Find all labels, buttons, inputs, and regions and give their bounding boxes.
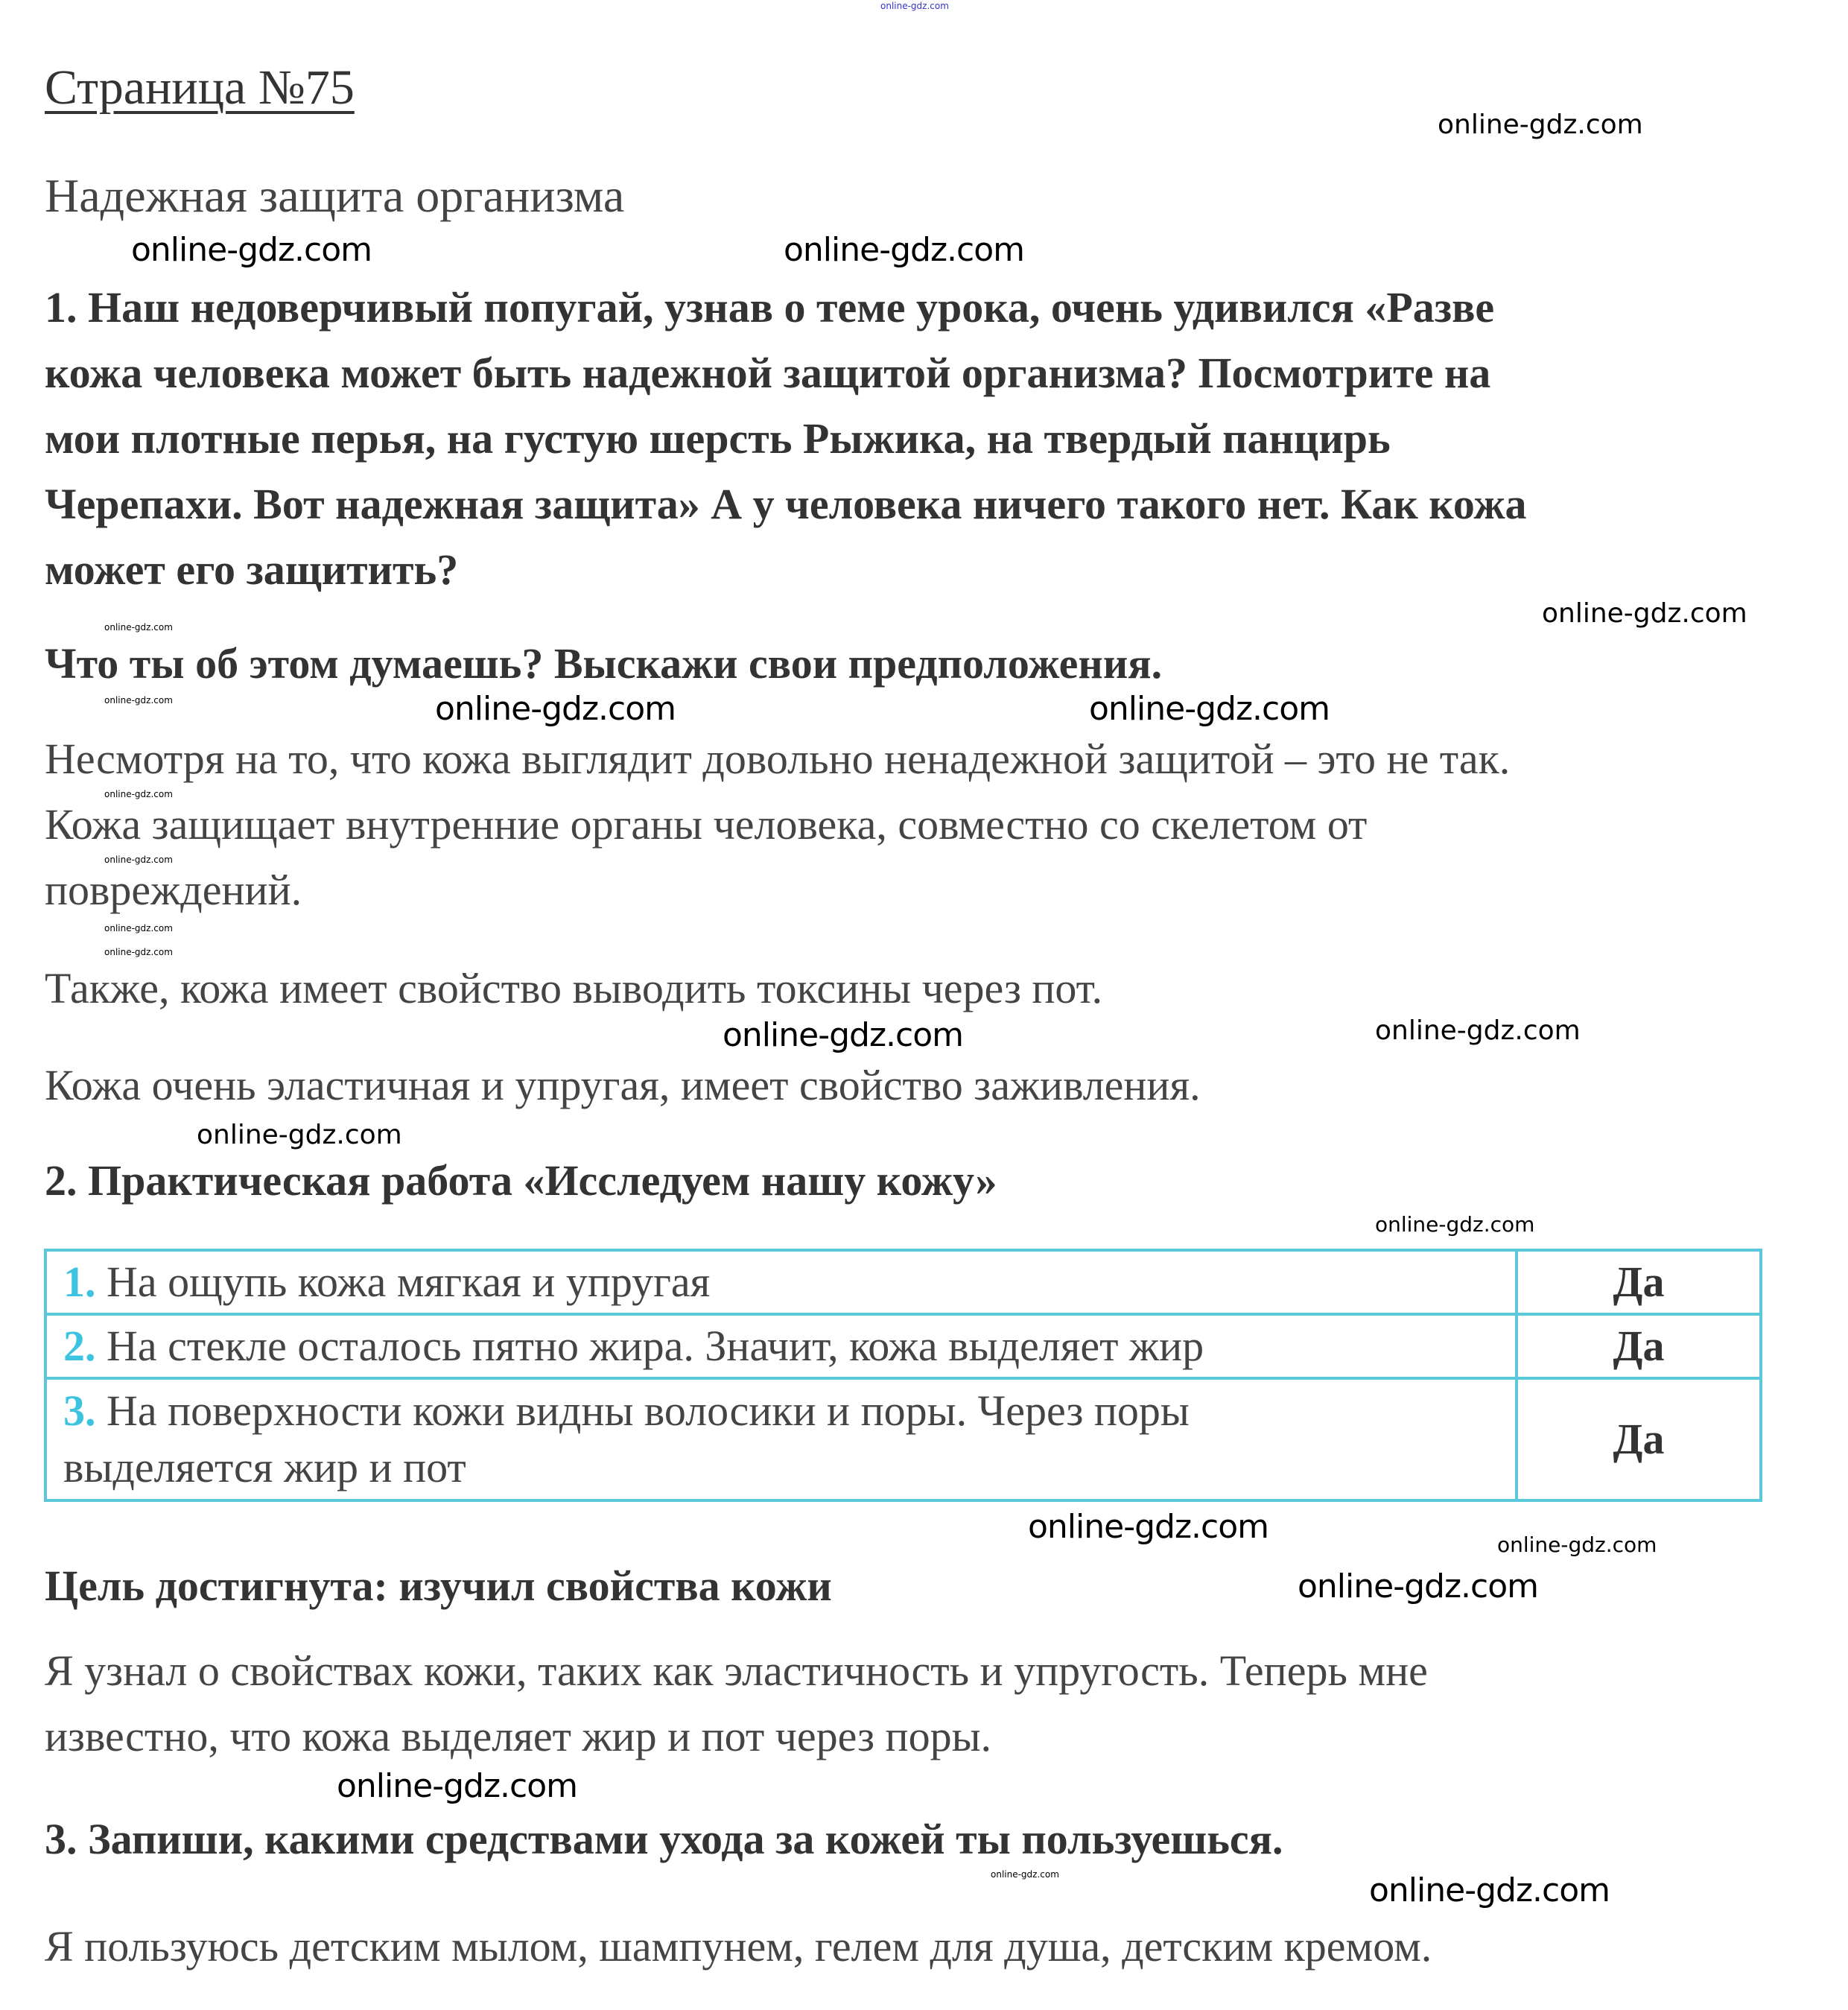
table-cell-statement [45, 1250, 1517, 1314]
row-number: 3. [63, 1386, 96, 1435]
statement-text: На поверхности кожи видны волосики и поры. Через поры [107, 1386, 1190, 1435]
watermark: online-gdz.com [1438, 110, 1643, 140]
table-cell-answer: Да [1517, 1250, 1761, 1314]
watermark: online-gdz.com [1542, 598, 1747, 629]
table-cell-statement [45, 1378, 1517, 1500]
page-title: Страница №75 [45, 60, 355, 115]
watermark: online-gdz.com [435, 690, 676, 728]
watermark: online-gdz.com [104, 855, 173, 865]
statement-text: На стекле осталось пятно жира. Значит, кожа выделяет жир [107, 1321, 1204, 1370]
task1-question-line: мои плотные перья, на густую шерсть Рыжика, на твердый панцирь [45, 414, 1391, 463]
results-table [44, 1249, 1762, 1502]
watermark: online-gdz.com [1369, 1871, 1610, 1909]
watermark: online-gdz.com [337, 1767, 578, 1805]
task1-answer-line: Несмотря на то, что кожа выглядит довольно ненадежной защитой – это не так. [45, 735, 1511, 783]
task1-question-line: Черепахи. Вот надежная защита» А у человека ничего такого нет. Как кожа [45, 480, 1527, 528]
task3-answer: Я пользуюсь детским мылом, шампунем, гелем для душа, детским кремом. [45, 1922, 1432, 1971]
watermark: online-gdz.com [197, 1120, 402, 1150]
conclusion-line: известно, что кожа выделяет жир и пот через поры. [45, 1712, 992, 1760]
page-subtitle: Надежная защита организма [45, 169, 625, 222]
watermark: online-gdz.com [880, 1, 949, 11]
watermark: online-gdz.com [723, 1016, 964, 1054]
watermark: online-gdz.com [104, 622, 173, 633]
watermark: online-gdz.com [131, 231, 372, 269]
watermark: online-gdz.com [1028, 1508, 1269, 1546]
watermark: online-gdz.com [1375, 1212, 1535, 1237]
task1-answer-line: повреждений. [45, 866, 302, 914]
table-cell-answer: Да [1517, 1378, 1761, 1500]
task1-question-line: может его защитить? [45, 545, 459, 594]
task1-answer-line: Кожа защищает внутренние органы человека, совместно со скелетом от [45, 800, 1368, 849]
table-row [45, 1378, 1761, 1500]
task1-question-line: кожа человека может быть надежной защитой организма? Посмотрите на [45, 349, 1491, 397]
task3-heading: 3. Запиши, какими средствами ухода за кожей ты пользуешься. [45, 1815, 1283, 1863]
task1-answer-3: Кожа очень эластичная и упругая, имеет свойство заживления. [45, 1061, 1201, 1109]
goal-statement: Цель достигнута: изучил свойства кожи [45, 1562, 832, 1610]
watermark: online-gdz.com [1298, 1567, 1539, 1605]
watermark: online-gdz.com [1089, 690, 1330, 728]
task1-answer-2: Также, кожа имеет свойство выводить токсины через пот. [45, 964, 1103, 1012]
statement-text: На ощупь кожа мягкая и упругая [107, 1257, 711, 1306]
watermark: online-gdz.com [991, 1869, 1059, 1880]
table-row [45, 1250, 1761, 1314]
row-number: 2. [63, 1321, 96, 1370]
watermark: online-gdz.com [104, 947, 173, 957]
statement-text-cont: выделяется жир и пот [63, 1443, 466, 1491]
task1-question-line: 1. Наш недоверчивый попугай, узнав о теме урока, очень удивился «Разве [45, 283, 1495, 332]
conclusion-line: Я узнал о свойствах кожи, таких как эластичность и упругость. Теперь мне [45, 1646, 1428, 1695]
task1-prompt: Что ты об этом думаешь? Выскажи свои предположения. [45, 639, 1163, 688]
watermark: online-gdz.com [104, 789, 173, 799]
watermark: online-gdz.com [1375, 1015, 1581, 1046]
table-cell-answer: Да [1517, 1314, 1761, 1378]
watermark: online-gdz.com [104, 695, 173, 706]
row-number: 1. [63, 1257, 96, 1306]
watermark: online-gdz.com [784, 231, 1025, 269]
table-cell-statement [45, 1314, 1517, 1378]
table-row [45, 1314, 1761, 1378]
watermark: online-gdz.com [104, 923, 173, 933]
watermark: online-gdz.com [1497, 1532, 1657, 1557]
task2-heading: 2. Практическая работа «Исследуем нашу кожу» [45, 1156, 997, 1205]
